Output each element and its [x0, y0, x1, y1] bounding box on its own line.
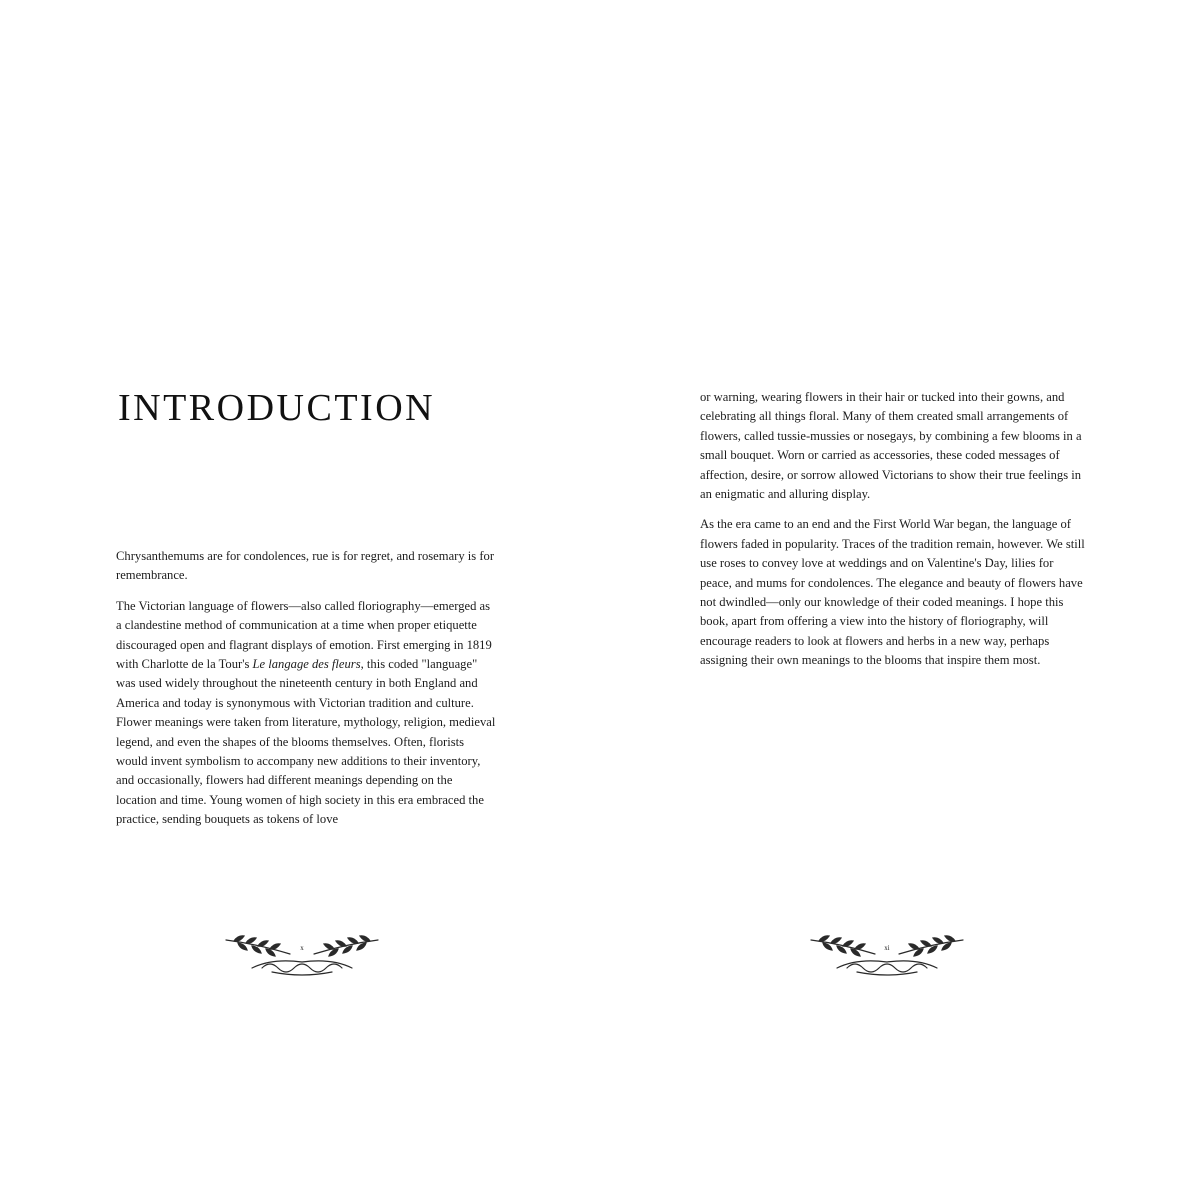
page-number: x [300, 944, 304, 952]
right-page [600, 0, 1200, 1200]
body-text-span: The Victorian language of flowers—also called floriography—emerged as a clandestine method of communication at a time when proper etiquette discouraged open and flagrant displays of emotion. First emerging in 1819 with Charlotte de la Tour's [116, 598, 492, 672]
body-text-span: , this coded "language" was used widely throughout the nineteenth century in both England and America and today is synonymous with Victorian tradition and culture. Flower meanings were taken from literature, mythology, religion, medieval legend, and even the shapes of the blooms themselves. Often, florists would invent symbolism to accompany new additions to their inventory, and occasionally, flowers had different meanings depending on the location and time. Young women of high society in this era embraced the practice, sending bouquets as tokens of love [116, 657, 496, 827]
body-paragraph: or warning, wearing flowers in their hair or tucked into their gowns, and celebrating all things floral. Many of them created small arrangements of flowers, called tussie-mussies or nosegays, by combining a few blooms in a small bouquet. Worn or carried as accessories, these coded messages of affection, desire, or sorrow allowed Victorians to show their true feelings in an enigmatic and alluring display. [700, 390, 1082, 502]
laurel-branch-ornament-icon [797, 928, 977, 988]
book-title-italic: Le langage des fleurs [252, 657, 361, 672]
laurel-branch-ornament-icon [212, 928, 392, 988]
epigraph-paragraph: Chrysanthemums are for condolences, rue is for regret, and rosemary is for remembrance. [116, 549, 495, 583]
body-paragraph [116, 597, 496, 830]
body-paragraph: As the era came to an end and the First World War began, the language of flowers faded in popularity. Traces of the tradition remain, however. We still use roses to convey love at weddings and on Valentine's Day, lilies for peace, and mums for condolences. The elegance and beauty of flowers have not dwindled—only our knowledge of their coded meanings. I hope this book, apart from offering a view into the history of floriography, will encourage readers to look at flowers and herbs in a new way, perhaps assigning their own meanings to the blooms that inspire them most. [700, 517, 1085, 668]
chapter-title: INTRODUCTION [118, 387, 436, 429]
page-number: xi [884, 944, 890, 952]
left-body-text [116, 547, 496, 841]
right-body-text [700, 388, 1088, 682]
